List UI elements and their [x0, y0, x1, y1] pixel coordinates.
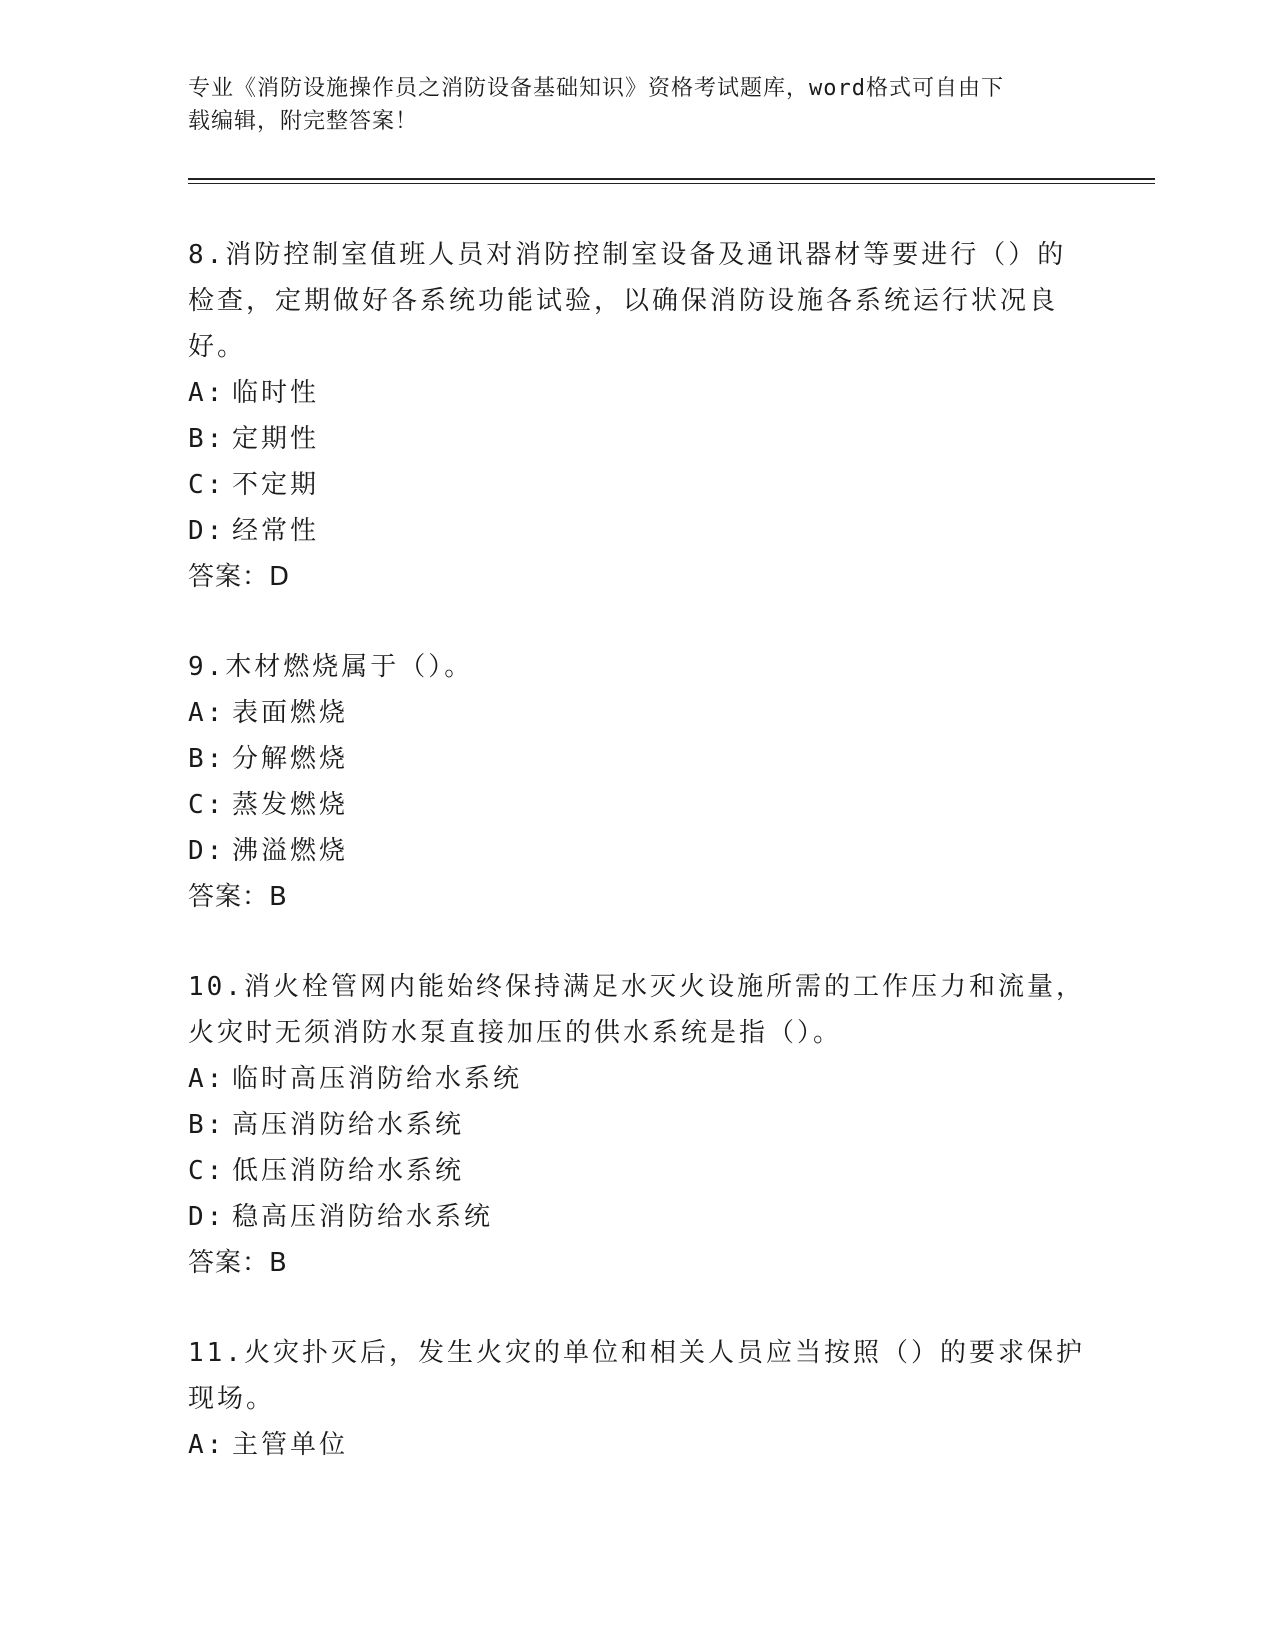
option-a	[188, 1056, 1088, 1102]
option-text: 低压消防给水系统	[232, 1156, 465, 1186]
question-stem-line: 火灾时无须消防水泵直接加压的供水系统是指（）。	[188, 1018, 843, 1048]
option-text: 临时高压消防给水系统	[232, 1064, 523, 1094]
option-key: D:	[188, 836, 226, 866]
question-stem-line: 9.木材燃烧属于（）。	[188, 652, 474, 682]
header-line-1: 专业《消防设施操作员之消防设备基础知识》资格考试题库，word格式可自由下	[188, 76, 1004, 101]
option-text: 不定期	[232, 470, 320, 500]
option-key: C:	[188, 790, 226, 820]
option-key: D:	[188, 1202, 226, 1232]
answer-line: 答案：B	[188, 1248, 288, 1278]
option-text: 临时性	[232, 378, 320, 408]
question-8	[188, 232, 1088, 600]
question-11	[188, 1330, 1088, 1468]
question-stem-line: 现场。	[188, 1384, 276, 1414]
option-c	[188, 1148, 1088, 1194]
option-a	[188, 1422, 1088, 1468]
question-stem-line: 11.火灾扑灭后，发生火灾的单位和相关人员应当按照（）的要求保护	[188, 1338, 1085, 1368]
option-text: 蒸发燃烧	[232, 790, 349, 820]
header-divider-thin	[188, 183, 1155, 184]
option-key: D:	[188, 516, 226, 546]
option-key: B:	[188, 424, 226, 454]
option-text: 稳高压消防给水系统	[232, 1202, 494, 1232]
option-d	[188, 508, 1088, 554]
header-line-2: 载编辑，附完整答案！	[188, 109, 419, 134]
option-text: 沸溢燃烧	[232, 836, 349, 866]
option-text: 高压消防给水系统	[232, 1110, 465, 1140]
option-a	[188, 690, 1088, 736]
option-key: A:	[188, 698, 226, 728]
option-text: 分解燃烧	[232, 744, 349, 774]
option-text: 主管单位	[232, 1430, 349, 1460]
answer-line: 答案：D	[188, 562, 291, 592]
option-key: A:	[188, 1064, 226, 1094]
question-9	[188, 644, 1088, 920]
option-c	[188, 462, 1088, 508]
option-text: 定期性	[232, 424, 320, 454]
question-stem-line: 检查，定期做好各系统功能试验，以确保消防设施各系统运行状况良	[188, 286, 1059, 316]
option-key: B:	[188, 744, 226, 774]
document-header	[188, 72, 1088, 138]
header-divider-thick	[188, 178, 1155, 180]
option-d	[188, 1194, 1088, 1240]
answer-line: 答案：B	[188, 882, 288, 912]
option-key: C:	[188, 470, 226, 500]
option-a	[188, 370, 1088, 416]
option-key: A:	[188, 378, 226, 408]
question-stem-line: 8.消防控制室值班人员对消防控制室设备及通讯器材等要进行（）的	[188, 240, 1067, 270]
option-text: 经常性	[232, 516, 320, 546]
option-text: 表面燃烧	[232, 698, 349, 728]
option-b	[188, 416, 1088, 462]
option-key: A:	[188, 1430, 226, 1460]
option-key: B:	[188, 1110, 226, 1140]
question-stem-line: 10.消火栓管网内能始终保持满足水灭火设施所需的工作压力和流量，	[188, 972, 1085, 1002]
option-b	[188, 736, 1088, 782]
option-b	[188, 1102, 1088, 1148]
question-10	[188, 964, 1088, 1286]
option-d	[188, 828, 1088, 874]
question-stem-line: 好。	[188, 332, 247, 362]
option-key: C:	[188, 1156, 226, 1186]
option-c	[188, 782, 1088, 828]
